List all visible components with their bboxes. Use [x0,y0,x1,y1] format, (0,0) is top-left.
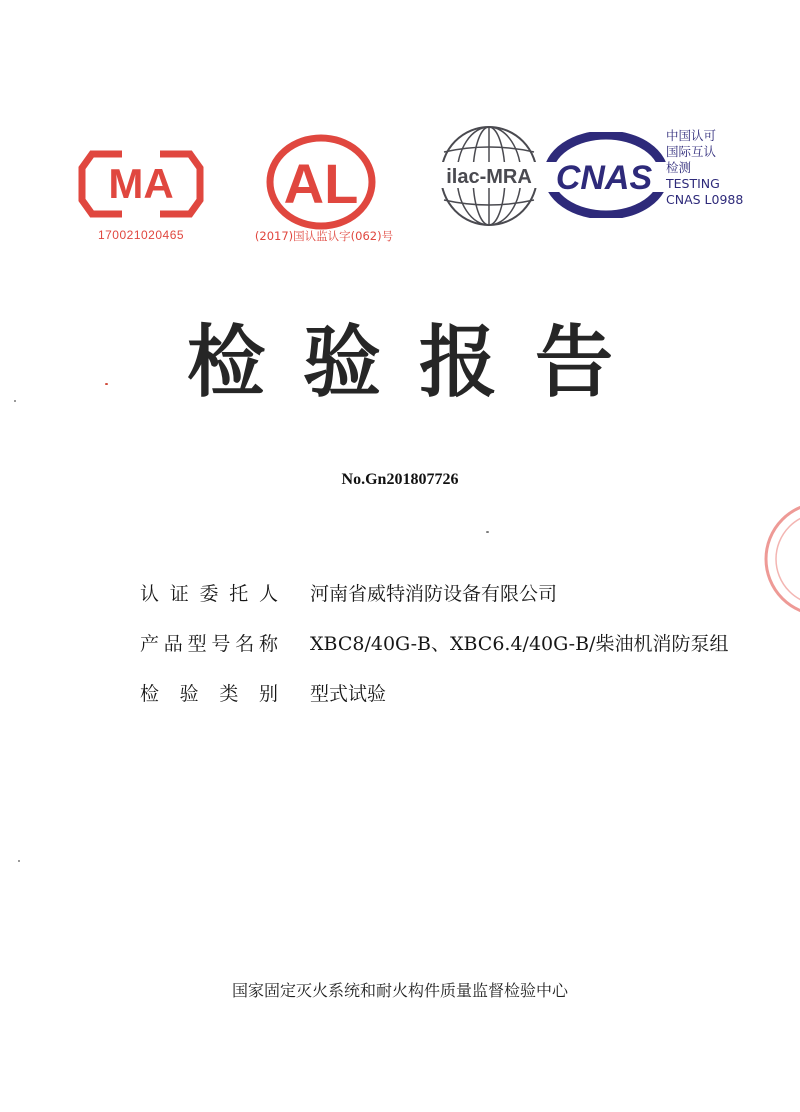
ilac-globe-icon [428,122,550,230]
client-label [140,579,278,609]
svg-text:MA: MA [108,160,174,207]
svg-text:CNAS: CNAS [555,159,653,197]
label-char: 类 [219,683,239,705]
cma-certificate-number: 170021020465 [97,228,185,242]
label-char: 品 [163,633,183,655]
report-number: No.Gn201807726 [341,471,459,488]
label-char: 号 [211,633,231,655]
label-char: 型 [187,633,207,655]
cnas-line: TESTING [666,176,720,191]
cal-logo [266,133,376,231]
label-char: 托 [229,583,249,605]
product-value: XBC8/40G-B、XBC6.4/40G-B/柴油机消防泵组 [310,633,729,655]
label-char: 委 [199,583,219,605]
label-char: 检 [140,683,160,705]
cnas-accreditation-text [666,128,776,208]
label-char: 认 [140,583,160,605]
cnas-line: CNAS L0988 [666,192,744,207]
testing-center-name: 国家固定灭火系统和耐火构件质量监督检验中心 [231,981,568,1000]
client-value: 河南省威特消防设备有限公司 [310,583,558,605]
cal-certificate-number: (2017)国认监认字(062)号 [254,229,394,243]
label-char: 名 [235,633,255,655]
cnas-line: 国际互认 [666,144,717,159]
cnas-mark-icon [542,132,666,218]
svg-text:AL: AL [283,152,359,215]
cal-mark-icon [266,133,376,231]
svg-text:ilac-MRA: ilac-MRA [446,166,532,188]
test-type-label [140,679,278,709]
cnas-line: 检测 [666,160,692,175]
scan-speck [18,860,20,862]
label-char: 称 [258,633,278,655]
cma-mark-icon [78,148,204,220]
report-title: 检验报告 [186,318,651,408]
label-char: 人 [258,583,278,605]
ilac-mra-logo [428,122,550,230]
label-char: 验 [179,683,199,705]
partial-seal-stamp [752,500,800,618]
label-char: 产 [140,633,160,655]
cma-logo [78,148,204,220]
product-label [140,629,278,659]
label-char: 证 [169,583,189,605]
seal-icon [752,500,800,618]
scan-speck [14,400,16,402]
scan-speck [105,383,108,385]
cnas-logo [542,132,666,218]
label-char: 别 [258,683,278,705]
test-type-value: 型式试验 [310,683,387,705]
cnas-line: 中国认可 [666,128,717,143]
scan-speck [486,531,489,533]
